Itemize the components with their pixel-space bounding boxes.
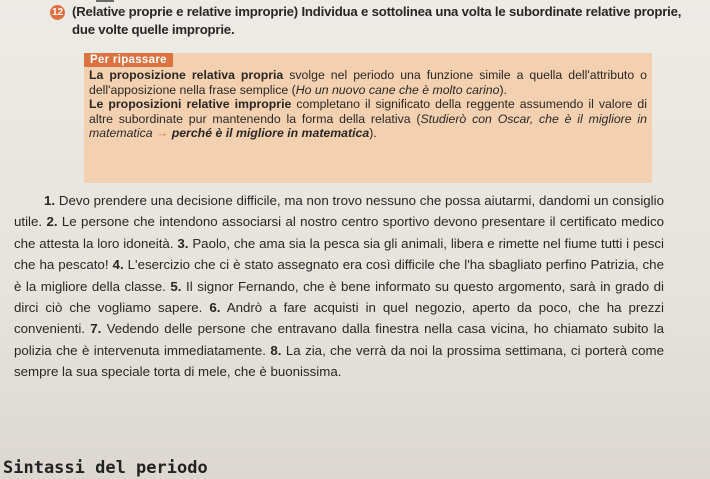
sentence-number: 1. [44, 193, 56, 208]
sentence-text: Vedendo delle persone che entravano dalla finestra nella casa vicina, ho chiamato subito la polizia che è intervenuta immediatamente. [14, 321, 665, 358]
review-text-1: svolge nel periodo una funzione simile a quella dell'attributo o dell'apposizione nella frase semplice ( [89, 68, 647, 97]
review-body [89, 68, 647, 141]
sentence-number: 8. [270, 342, 282, 358]
review-term-1: La proposizione relativa propria [89, 68, 284, 82]
sentence-text: L'esercizio che ci è stato assegnato era così difficile che l'ha sbagliato perfino Patrizia, che è la migliore della classe. [14, 257, 664, 294]
review-example-2: Studierò con Oscar, che è il migliore in matematica [89, 111, 647, 141]
review-text-2: completano il significato della reggente assumendo il valore di altre subordinate pur mantenendo la forma della relativa ( [89, 97, 647, 126]
sentence-number: 7. [90, 321, 102, 337]
sentence-number: 2. [46, 214, 58, 230]
review-tag: Per ripassare [84, 53, 173, 67]
sentence-number: 6. [209, 300, 221, 316]
review-term-2: Le proposizioni relative improprie [89, 97, 292, 112]
review-end-1: ). [499, 82, 507, 97]
exercise-number-badge: 12 [51, 7, 64, 18]
exercise-sentences [14, 190, 664, 383]
exercise-instruction: (Relative proprie e relative improprie) Individua e sottolinea una volta le subordinate relative proprie, due volte quelle improprie. [72, 4, 682, 37]
sentence-text: Paolo, che ama sia la pesca sia gli animali, libera e rimette nel fiume tutti i pesci che ha pescato! [14, 235, 664, 273]
top-rule [96, 0, 114, 2]
review-paragraph-2 [89, 97, 647, 141]
review-example-1: Ho un nuovo cane che è molto carino [295, 82, 500, 97]
sentence-text: Andrò a fare acquisti in quel negozio, aperto da poco, che ha prezzi convenienti. [14, 300, 664, 337]
sentence-text: Le persone che intendono associarsi al nostro centro sportivo devono presentare il certificato medico che attesta la loro idoneità. [14, 214, 664, 251]
sentence-number: 3. [177, 235, 189, 251]
sentence-text: La zia, che verrà da noi la prossima settimana, ci porterà come sempre la sua speciale torta di mele, che è buonissima. [14, 342, 664, 380]
review-paragraph-1 [89, 68, 647, 97]
sentence-text: Devo prendere una decisione difficile, ma non trovo nessuno che possa aiutarmi, dandomi un consiglio utile. [14, 193, 664, 230]
review-end-2: ). [369, 126, 377, 141]
sentence-number: 5. [170, 278, 182, 294]
review-box [84, 53, 652, 183]
arrow-icon: → [152, 126, 172, 141]
section-title: Sintassi del periodo [3, 458, 208, 478]
review-gloss-2: perché è il migliore in matematica [171, 126, 370, 141]
sentence-number: 4. [112, 257, 124, 273]
sentence-text: Il signor Fernando, che è bene informato su questo argomento, sarà in grado di dirci ciò che vogliamo sapere. [14, 278, 664, 316]
